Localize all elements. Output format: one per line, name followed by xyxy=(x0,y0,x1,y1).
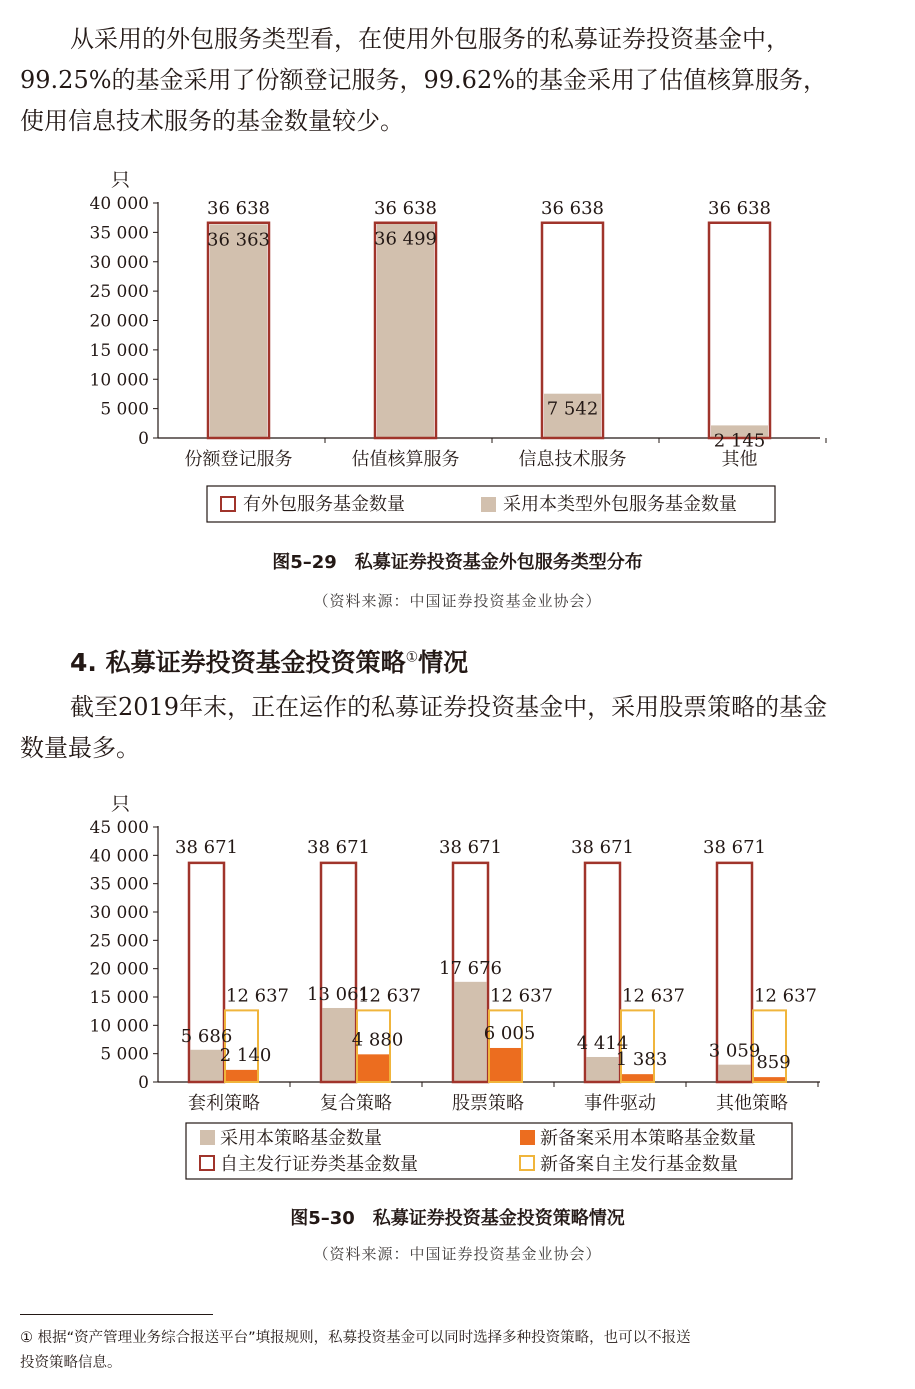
footnote xyxy=(20,1326,900,1376)
bar-strategy-funds xyxy=(455,982,487,1082)
y-tick-label: 25 000 xyxy=(89,282,149,303)
data-label-adopted: 2 145 xyxy=(713,430,766,452)
footnote-marker: ① xyxy=(405,649,419,666)
figure2-caption: 图5–30 私募证券投资基金投资策略情况 xyxy=(290,1208,625,1229)
x-category-label: 其他 xyxy=(721,449,758,470)
legend-label: 自主发行证券类基金数量 xyxy=(220,1154,418,1175)
section4-heading-tail: 情况 xyxy=(418,648,469,677)
data-label-strategy-funds: 13 061 xyxy=(307,983,370,1005)
legend-swatch xyxy=(200,1156,214,1170)
legend-label: 新备案采用本策略基金数量 xyxy=(540,1128,756,1149)
x-category-label: 复合策略 xyxy=(320,1093,392,1114)
data-label-self-issued-total: 38 671 xyxy=(703,836,766,858)
y-tick-label: 15 000 xyxy=(89,988,149,1008)
y-tick-label: 10 000 xyxy=(89,370,149,391)
data-label-adopted: 36 499 xyxy=(374,228,437,250)
intro-line-3: 使用信息技术服务的基金数量较少。 xyxy=(20,107,404,135)
y-tick-label: 35 000 xyxy=(89,874,149,895)
x-category-label: 估值核算服务 xyxy=(351,449,460,470)
data-label-total: 36 638 xyxy=(541,197,604,219)
x-category-label: 份额登记服务 xyxy=(184,449,293,470)
legend-swatch xyxy=(520,1156,534,1170)
intro-paragraph xyxy=(0,19,915,142)
y-tick-label: 30 000 xyxy=(89,903,149,923)
x-category-label: 套利策略 xyxy=(188,1093,260,1114)
y-tick-label: 15 000 xyxy=(89,340,149,361)
y-tick-label: 25 000 xyxy=(89,931,149,952)
y-tick-label: 0 xyxy=(138,429,149,449)
data-label-total: 36 638 xyxy=(207,197,270,219)
bar-strategy-funds xyxy=(323,1008,355,1082)
data-label-total: 36 638 xyxy=(708,197,771,219)
figure2-source: （资料来源：中国证券投资基金业协会） xyxy=(313,1245,602,1263)
y-tick-label: 40 000 xyxy=(89,846,149,867)
y-tick-label: 45 000 xyxy=(89,818,149,838)
bar-adopted xyxy=(377,224,434,438)
investment-strategy-chart xyxy=(0,785,915,1185)
bar-strategy-funds xyxy=(587,1057,619,1082)
x-category-label: 事件驱动 xyxy=(584,1093,656,1114)
section4-line-1: 截至2019年末，正在运作的私募证券投资基金中，采用股票策略的基金 xyxy=(70,693,828,721)
legend-label: 采用本策略基金数量 xyxy=(220,1128,382,1149)
data-label-new-self-issued-total: 12 637 xyxy=(754,985,817,1007)
bar-new-strategy-funds xyxy=(622,1074,654,1082)
legend-label-total: 有外包服务基金数量 xyxy=(243,494,405,515)
data-label-self-issued-total: 38 671 xyxy=(175,836,238,858)
y-axis-unit: 只 xyxy=(111,793,131,815)
section4-heading-text: 4. 私募证券投资基金投资策略 xyxy=(70,648,406,677)
bar-new-strategy-funds xyxy=(490,1048,522,1082)
legend-label-adopted: 采用本类型外包服务基金数量 xyxy=(503,494,737,515)
bar-new-strategy-funds xyxy=(358,1054,390,1082)
bar-strategy-funds xyxy=(191,1050,223,1082)
bar-adopted xyxy=(210,224,267,438)
data-label-strategy-funds: 5 686 xyxy=(180,1025,233,1047)
y-tick-label: 35 000 xyxy=(89,223,149,244)
data-label-new-strategy-funds: 4 880 xyxy=(351,1029,404,1051)
data-label-new-strategy-funds: 6 005 xyxy=(483,1022,536,1044)
data-label-new-strategy-funds: 859 xyxy=(756,1052,791,1074)
x-category-label: 其他策略 xyxy=(716,1093,788,1114)
section4-heading xyxy=(70,643,468,679)
data-label-new-self-issued-total: 12 637 xyxy=(622,985,685,1007)
footnote-rule xyxy=(20,1314,213,1315)
y-tick-label: 5 000 xyxy=(100,1044,149,1065)
bar-total xyxy=(709,223,770,438)
section4-paragraph xyxy=(0,687,915,769)
footnote-line-2: 投资策略信息。 xyxy=(20,1355,122,1371)
data-label-new-self-issued-total: 12 637 xyxy=(490,985,553,1007)
outsourcing-services-chart xyxy=(0,160,915,540)
data-label-self-issued-total: 38 671 xyxy=(571,836,634,858)
data-label-new-self-issued-total: 12 637 xyxy=(358,985,421,1007)
data-label-strategy-funds: 3 059 xyxy=(708,1040,761,1062)
y-tick-label: 20 000 xyxy=(89,311,149,332)
data-label-strategy-funds: 17 676 xyxy=(439,957,502,979)
figure1-caption: 图5–29 私募证券投资基金外包服务类型分布 xyxy=(272,552,643,573)
data-label-self-issued-total: 38 671 xyxy=(439,836,502,858)
legend-swatch xyxy=(200,1130,215,1145)
data-label-total: 36 638 xyxy=(374,197,437,219)
y-tick-label: 40 000 xyxy=(89,194,149,214)
data-label-self-issued-total: 38 671 xyxy=(307,836,370,858)
y-tick-label: 30 000 xyxy=(89,252,149,273)
y-tick-label: 5 000 xyxy=(100,399,149,420)
footnote-line-1: ① 根据“资产管理业务综合报送平台”填报规则，私募投资基金可以同时选择多种投资策略，也可以不报送 xyxy=(20,1330,691,1346)
figure1-source: （资料来源：中国证券投资基金业协会） xyxy=(313,592,602,610)
data-label-strategy-funds: 4 414 xyxy=(576,1032,629,1054)
bar-strategy-funds xyxy=(719,1065,751,1082)
y-tick-label: 10 000 xyxy=(89,1016,149,1037)
y-tick-label: 0 xyxy=(138,1073,149,1093)
x-category-label: 股票策略 xyxy=(452,1093,524,1114)
x-category-label: 信息技术服务 xyxy=(518,449,627,470)
data-label-new-strategy-funds: 1 383 xyxy=(615,1049,668,1071)
data-label-adopted: 36 363 xyxy=(207,229,270,251)
data-label-new-strategy-funds: 2 140 xyxy=(219,1044,272,1066)
y-tick-label: 20 000 xyxy=(89,959,149,980)
y-axis-unit: 只 xyxy=(111,169,131,191)
legend-label: 新备案自主发行基金数量 xyxy=(540,1154,738,1175)
legend-swatch-adopted xyxy=(481,497,496,512)
legend-swatch-total xyxy=(221,497,235,511)
bar-new-strategy-funds xyxy=(226,1070,258,1082)
intro-line-2: 99.25%的基金采用了份额登记服务，99.62%的基金采用了估值核算服务， xyxy=(20,66,828,94)
data-label-adopted: 7 542 xyxy=(546,398,599,420)
legend-swatch xyxy=(520,1130,535,1145)
intro-line-1: 从采用的外包服务类型看，在使用外包服务的私募证券投资基金中， xyxy=(70,25,790,53)
section4-line-2: 数量最多。 xyxy=(20,734,140,762)
data-label-new-self-issued-total: 12 637 xyxy=(226,985,289,1007)
